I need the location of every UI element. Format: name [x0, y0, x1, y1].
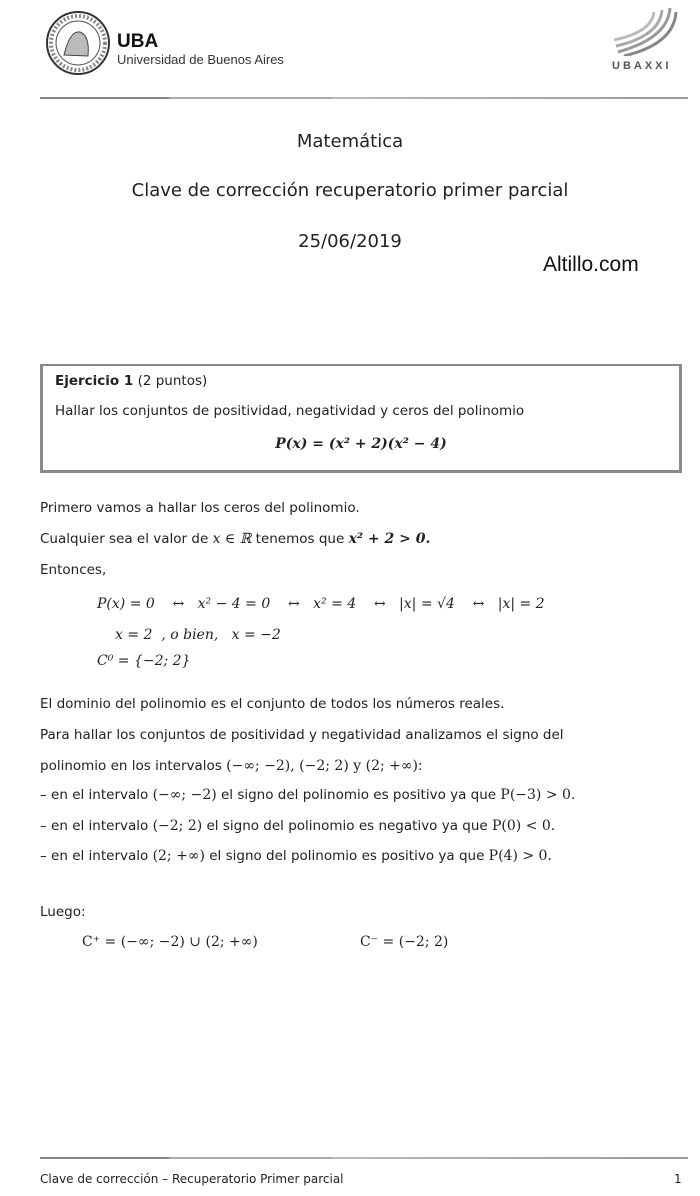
- text: – en el intervalo: [40, 818, 153, 834]
- math: (2; +∞): [152, 848, 205, 864]
- footer-text: Clave de corrección – Recuperatorio Primer parcial: [40, 1172, 344, 1186]
- text: el signo del polinomio es positivo ya que: [216, 787, 501, 803]
- equation: x = 2 , o bien, x = −2: [115, 627, 281, 643]
- text: Cualquier sea el valor de: [40, 531, 213, 547]
- text-line: Entonces,: [40, 562, 107, 578]
- text: – en el intervalo: [40, 848, 153, 864]
- math: (−∞; −2): [152, 787, 217, 803]
- math: (−2; 2): [152, 818, 203, 834]
- uba-label: UBA: [117, 31, 159, 52]
- positivity-set: C⁺ = (−∞; −2) ∪ (2; +∞): [82, 934, 258, 950]
- text: el signo del polinomio es negativo ya que: [202, 818, 493, 834]
- subject-title: Matemática: [296, 131, 404, 152]
- bullet-line: [40, 848, 552, 864]
- uba-subtitle: Universidad de Buenos Aires: [117, 52, 284, 67]
- text-line: Luego:: [40, 904, 86, 920]
- text: el signo del polinomio es positivo ya que: [204, 848, 489, 864]
- ubaxxi-logo: [608, 8, 678, 56]
- uba-seal-logo: [44, 10, 112, 76]
- equation: P(x) = 0 ↔ x² − 4 = 0 ↔ x² = 4 ↔ |x| = √4 ↔ |x| = 2: [97, 596, 545, 612]
- exercise-heading: [55, 373, 207, 389]
- ubaxxi-label: UBAXXI: [612, 60, 672, 72]
- math: P(−3) > 0.: [500, 787, 576, 803]
- text-line: [40, 758, 423, 774]
- text: :: [418, 758, 423, 774]
- math: P(0) < 0.: [492, 818, 556, 834]
- exercise-label: Ejercicio 1: [55, 373, 134, 389]
- footer-divider: [40, 1157, 688, 1159]
- negativity-set: C⁻ = (−2; 2): [360, 934, 449, 950]
- math: x ∈ ℝ: [212, 531, 252, 547]
- math: x² + 2 > 0.: [348, 531, 431, 547]
- zero-set: C⁰ = {−2; 2}: [97, 653, 191, 669]
- bullet-line: [40, 818, 555, 834]
- math: (−∞; −2), (−2; 2) y (2; +∞): [226, 758, 418, 774]
- text-line: [40, 531, 430, 547]
- text: – en el intervalo: [40, 787, 153, 803]
- text-line: El dominio del polinomio es el conjunto de todos los números reales.: [40, 696, 505, 712]
- text-line: Primero vamos a hallar los ceros del polinomio.: [40, 500, 360, 516]
- exercise-points: (2 puntos): [137, 373, 208, 389]
- bullet-line: [40, 787, 575, 803]
- page-number: 1: [674, 1172, 682, 1186]
- document-date: 25/06/2019: [298, 231, 402, 252]
- watermark: Altillo.com: [543, 253, 639, 276]
- exercise-formula: P(x) = (x² + 2)(x² − 4): [275, 436, 447, 452]
- text-line: Para hallar los conjuntos de positividad y negatividad analizamos el signo del: [40, 727, 564, 743]
- header-divider: [40, 97, 688, 99]
- text: tenemos que: [251, 531, 349, 547]
- exercise-statement: Hallar los conjuntos de positividad, negatividad y ceros del polinomio: [55, 403, 525, 419]
- math: P(4) > 0.: [488, 848, 552, 864]
- document-title: Clave de corrección recuperatorio primer parcial: [131, 180, 569, 201]
- text: polinomio en los intervalos: [40, 758, 227, 774]
